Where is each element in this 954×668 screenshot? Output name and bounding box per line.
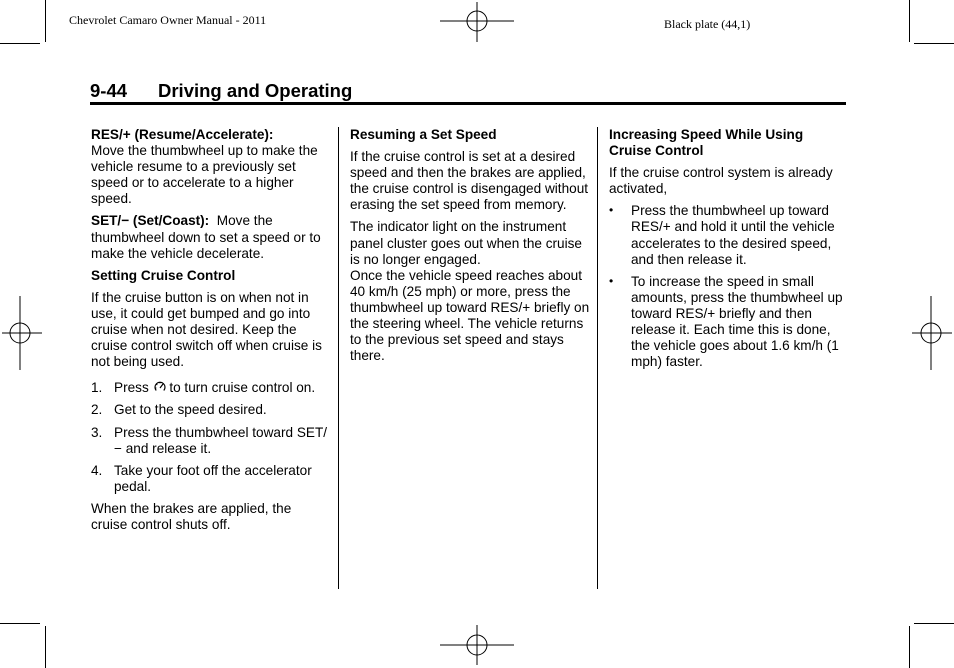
- list-item: [91, 380, 331, 396]
- running-header-left: Chevrolet Camaro Owner Manual - 2011: [69, 13, 267, 27]
- crop-mark: [914, 623, 954, 624]
- crop-mark: [0, 623, 40, 624]
- running-header-right: Black plate (44,1): [664, 17, 751, 31]
- list-item: [91, 463, 331, 495]
- bullet-text: Press the thumbwheel up toward RES/+ and hold it until the vehicle accelerates to the desired speed, and then release it.: [631, 203, 835, 267]
- registration-mark-bottom: [440, 625, 514, 668]
- registration-mark-top: [440, 0, 514, 44]
- setting-heading: Setting Cruise Control: [91, 267, 236, 283]
- step-number: 3.: [91, 424, 103, 440]
- step-text-post: to turn cruise control on.: [169, 380, 316, 396]
- resuming-text-2: The indicator light on the instrument panel cluster goes out when the cruise is no longer engaged.: [350, 219, 582, 267]
- list-item: [609, 274, 849, 371]
- res-text: Move the thumbwheel up to make the vehicle resume to a previously set speed or to accelerate to a higher speed.: [91, 143, 318, 207]
- registration-mark-right: [910, 296, 954, 370]
- crop-mark: [914, 43, 954, 44]
- section-title: [90, 80, 846, 104]
- bullet-text: To increase the speed in small amounts, press the thumbwheel up toward RES/+ briefly and then release it. Each time this is done, the vehicle goes about 1.6 km/h (1 mph) faster.: [631, 273, 843, 370]
- list-item: [609, 203, 849, 267]
- title-rule: [90, 102, 846, 105]
- column-3: [609, 127, 849, 376]
- crop-mark: [45, 626, 46, 668]
- registration-mark-left: [0, 296, 44, 370]
- resuming-text-1: If the cruise control is set at a desired speed and then the brakes are applied, the cruise control is disengaged without erasing the set speed from memory.: [350, 149, 589, 213]
- crop-mark: [909, 626, 910, 668]
- resuming-text-3: Once the vehicle speed reaches about 40 km/h (25 mph) or more, press the thumbwheel up toward RES/+ briefly on the steering wheel. The vehicle returns to the previous set speed and stays there.: [350, 267, 590, 364]
- step-number: 4.: [91, 462, 103, 478]
- bullet-icon: •: [609, 273, 614, 288]
- section-name: Driving and Operating: [158, 80, 353, 101]
- set-label: SET/− (Set/Coast):: [91, 213, 210, 229]
- increasing-intro: If the cruise control system is already activated,: [609, 165, 833, 197]
- step-text-pre: Press: [114, 380, 149, 396]
- step-text: Get to the speed desired.: [114, 402, 267, 418]
- crop-mark: [909, 0, 910, 42]
- set-paragraph: [91, 213, 331, 261]
- resuming-heading: Resuming a Set Speed: [350, 127, 497, 142]
- column-divider: [338, 127, 339, 589]
- bullet-icon: •: [609, 203, 614, 218]
- set-text: Move the thumbwheel down to set a speed or to make the vehicle decelerate.: [91, 213, 321, 261]
- step-number: 2.: [91, 402, 103, 418]
- cruise-control-icon: [154, 380, 166, 394]
- step-number: 1.: [91, 380, 103, 396]
- res-label: RES/+ (Resume/Accelerate):: [91, 127, 274, 142]
- column-1: [91, 127, 331, 539]
- steps-list: [91, 380, 331, 495]
- res-paragraph: [91, 127, 331, 207]
- step-text: Take your foot off the accelerator pedal.: [114, 462, 312, 494]
- step-text: Press the thumbwheel toward SET/− and release it.: [114, 424, 328, 456]
- column-2: [350, 127, 590, 370]
- brakes-text: When the brakes are applied, the cruise control shuts off.: [91, 500, 292, 532]
- list-item: [91, 425, 331, 457]
- bullet-list: [609, 203, 849, 370]
- increasing-heading: Increasing Speed While Using Cruise Control: [609, 127, 804, 159]
- list-item: [91, 402, 331, 418]
- crop-mark: [45, 0, 46, 42]
- column-divider: [597, 127, 598, 589]
- crop-mark: [0, 43, 40, 44]
- page-number: 9-44: [90, 80, 128, 101]
- setting-text: If the cruise button is on when not in use, it could get bumped and go into cruise when not desired. Keep the cruise control switch off when cruise is not being used.: [91, 289, 322, 370]
